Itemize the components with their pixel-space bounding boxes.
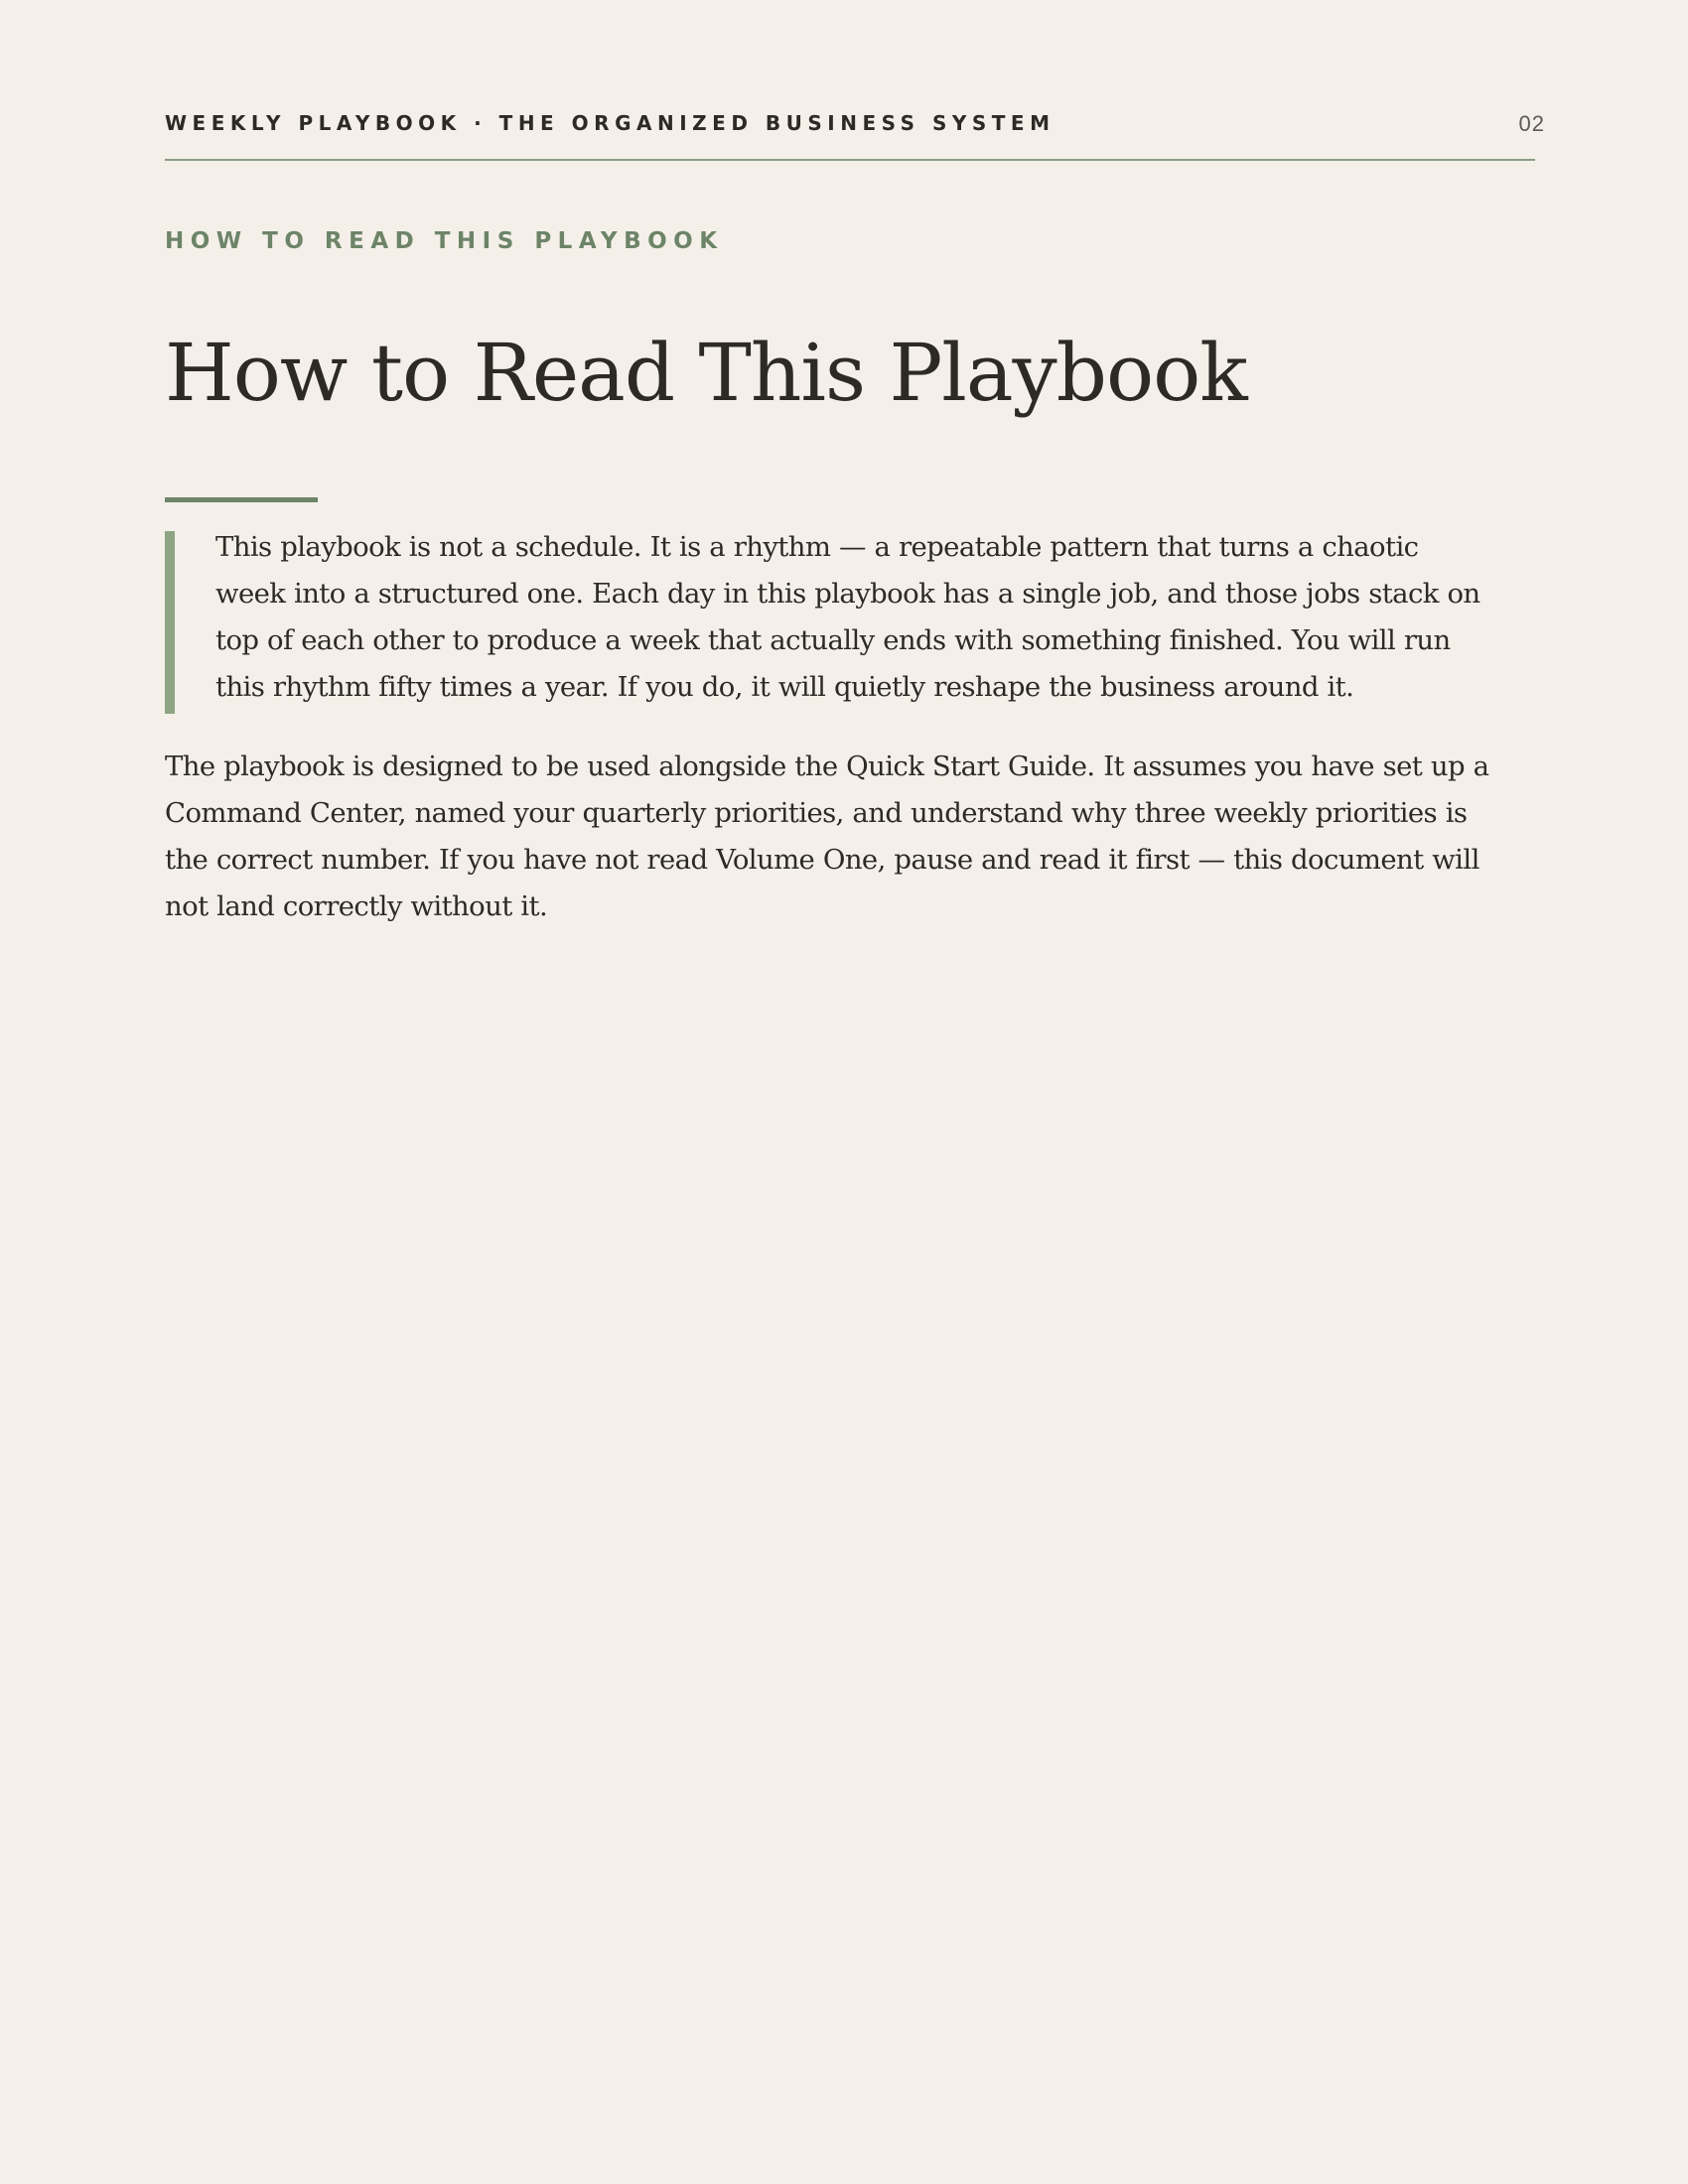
page-title: How to Read This Playbook xyxy=(165,327,1247,419)
pullquote-text: This playbook is not a schedule. It is a rhythm — a repeatable pattern that turns a chaotic week into a structured one. Each day in this playbook has a single job, and those jobs stack on top of each other to produce a week that actually ends with something finished. You will run this rhythm fifty times a year. If you do, it will quietly reshape the business around it. xyxy=(215,531,1480,703)
body-paragraph: The playbook is designed to be used alongside the Quick Start Guide. It assumes you have set up a Command Center, named your quarterly priorities, and understand why three weekly priorities is the correct number. If you have not read Volume One, pause and read it first — this document will not land correctly without it. xyxy=(165,751,1489,922)
running-header xyxy=(165,109,1545,161)
running-title: WEEKLY PLAYBOOK · THE ORGANIZED BUSINESS SYSTEM xyxy=(165,111,1055,135)
page-number: 02 xyxy=(1518,111,1545,136)
section-eyebrow: HOW TO READ THIS PLAYBOOK xyxy=(165,228,724,254)
pullquote xyxy=(165,531,1495,714)
title-underline-rule xyxy=(165,497,318,502)
